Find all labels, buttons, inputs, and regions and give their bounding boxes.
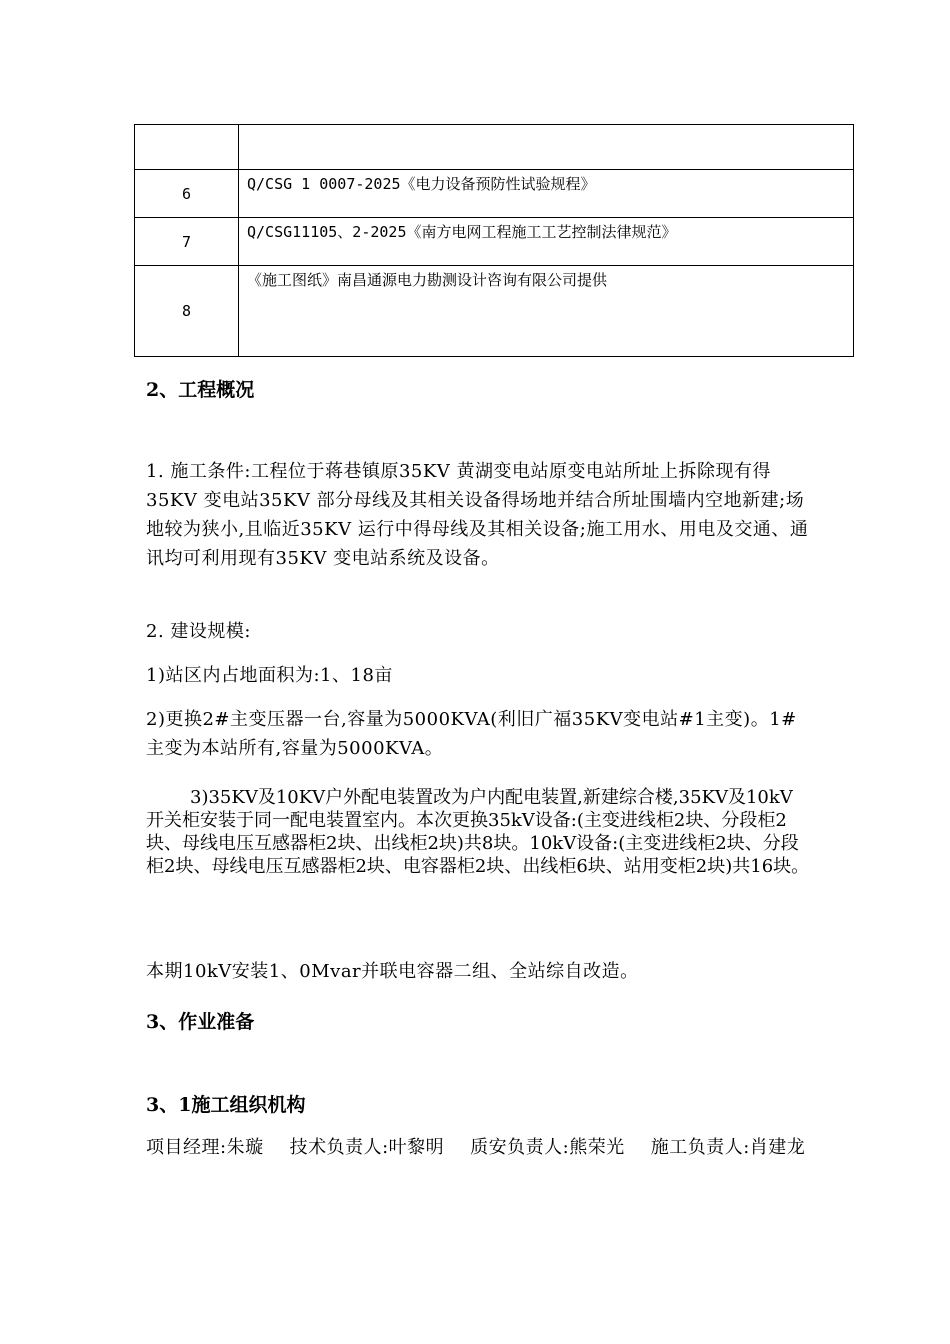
reference-table [134,124,854,357]
scale-item-3: 3)35KV及10KV户外配电装置改为户内配电装置,新建综合楼,35KV及10kV开关柜安装于同一配电装置室内。本次更换35kV设备:(主变进线柜2块、分段柜2块、母线电压互感器柜2块、出线柜2块)共8块。10kV设备:(主变进线柜2块、分段柜2块、母线电压互感器柜2块、电容器柜2块、出线柜6块、站用变柜2块)共16块。 [146,787,810,877]
organization-team [146,1133,810,1162]
row-text [239,125,854,170]
section-2-title: 2、工程概况 [146,379,255,401]
section-3-1-title: 3、1施工组织机构 [146,1094,306,1116]
row-text: Q/CSG 1 0007-2025《电力设备预防性试验规程》 [239,170,854,218]
row-text: Q/CSG11105、2-2025《南方电网工程施工工艺控制法律规范》 [239,218,854,266]
row-text: 《施工图纸》南昌通源电力勘测设计咨询有限公司提供 [239,266,854,357]
row-number: 7 [135,218,239,266]
table-row [135,170,854,218]
scale-item-1: 1)站区内占地面积为:1、18亩 [146,665,393,686]
section-3-title: 3、作业准备 [146,1011,255,1033]
table-row [135,125,854,170]
qa-lead: 质安负责人:熊荣光 [470,1137,625,1158]
table-row [135,266,854,357]
construction-conditions: 1. 施工条件:工程位于蒋巷镇原35KV 黄湖变电站原变电站所址上拆除现有得35KV 变电站35KV 部分母线及其相关设备得场地并结合所址围墙内空地新建;场地较为狭小,且临近35KV 运行中得母线及其相关设备;施工用水、用电及交通、通讯均可利用现有35KV 变电站系统及设备。 [146,461,809,569]
construction-lead: 施工负责人:肖建龙 [650,1137,806,1158]
scale-item-2: 2)更换2#主变压器一台,容量为5000KVA(利旧广福35KV变电站#1主变)。1#主变为本站所有,容量为5000KVA。 [146,709,797,759]
scale-title: 2. 建设规模: [146,621,251,642]
scale-item-4: 本期10kV安装1、0Mvar并联电容器二组、全站综自改造。 [146,961,639,982]
table-row [135,218,854,266]
row-number [135,125,239,170]
row-number: 6 [135,170,239,218]
row-number: 8 [135,266,239,357]
technical-lead: 技术负责人:叶黎明 [289,1137,445,1158]
project-manager: 项目经理:朱璇 [146,1137,264,1158]
